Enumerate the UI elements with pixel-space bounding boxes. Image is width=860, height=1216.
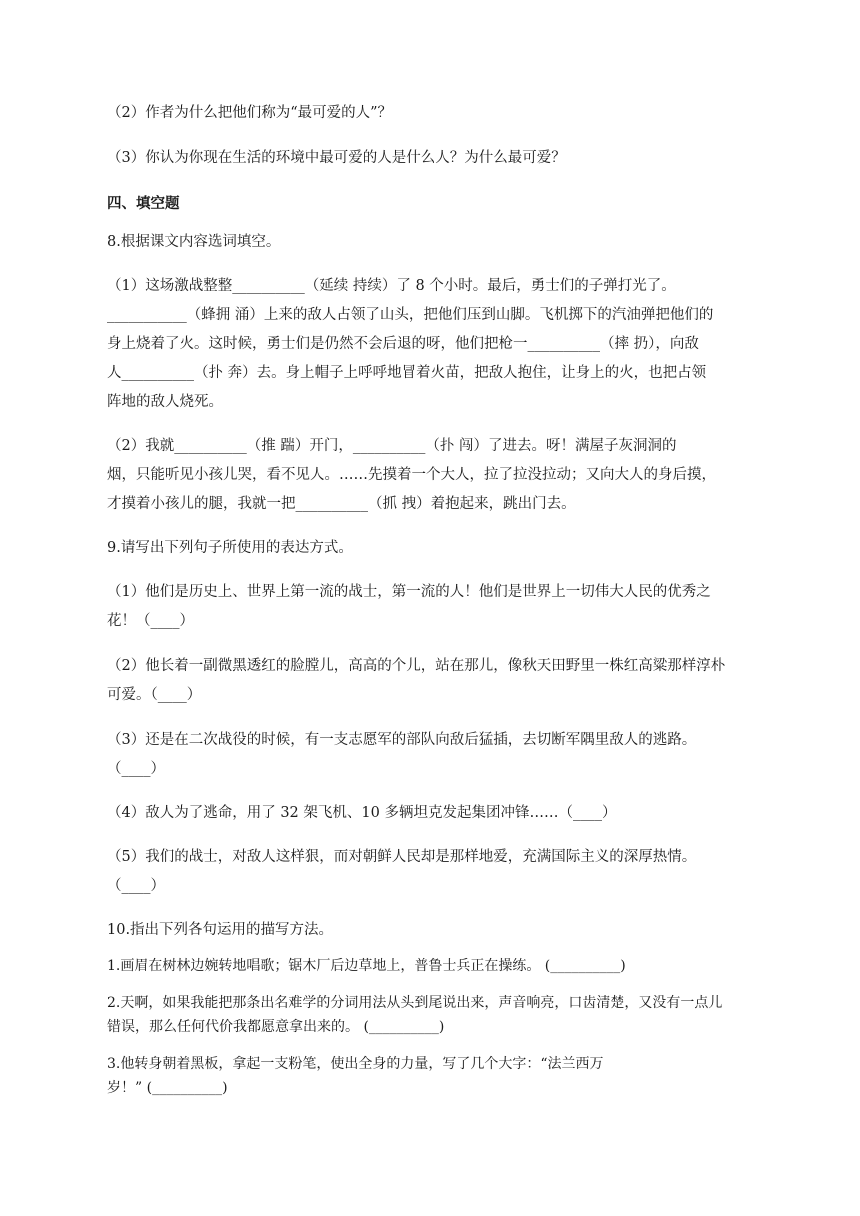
q9-prompt: 9.请写出下列句子所使用的表达方式。 [107,540,353,556]
q8-prompt: 8.根据课文内容选词填空。 [107,234,281,250]
q10-item2-line: 2.天啊，如果我能把那条出名难学的分词用法从头到尾说出来，声音响亮，口齿清楚，又没有一点儿 [107,995,723,1011]
section-heading: 四、填空题 [107,196,180,212]
q8-p1-line: （1）这场激战整整__________（延续 持续）了 8 个小时。最后，勇士们的子弹打光了。 [107,278,676,294]
q9-s1-line: 花！（____） [107,613,194,629]
q10-item2-line: 错误，那么任何代价我都愿意拿出来的。 (__________) [107,1019,445,1035]
q9-s1-line: （1）他们是历史上、世界上第一流的战士，第一流的人！他们是世界上一切伟大人民的优秀之 [107,584,711,600]
q9-s5-line: （____） [107,878,165,894]
q9-s3-line: （____） [107,761,165,777]
q8-p1-line: 阵地的敌人烧死。 [107,394,223,410]
q8-p2-line: 才摸着小孩儿的腿，我就一把__________（抓 拽）着抱起来，跳出门去。 [107,496,576,512]
q9-s4-line: （4）敌人为了逃命，用了 32 架飞机、10 多辆坦克发起集团冲锋……（____） [107,805,617,821]
q8-p1-line: ___________（蜂拥 涌）上来的敌人占领了山头，把他们压到山脚。飞机掷下的汽油弹把他们的 [107,307,714,323]
q8-p2-line: 烟，只能听见小孩儿哭，看不见人。……先摸着一个大人，拉了拉没拉动；又向大人的身后摸， [107,467,716,483]
q10-item3-line: 3.他转身朝着黑板，拿起一支粉笔，使出全身的力量，写了几个大字：“法兰西万 [107,1056,604,1072]
q10-prompt: 10.指出下列各句运用的描写方法。 [107,922,334,938]
q10-item3-line: 岁！” (__________) [107,1080,228,1096]
q10-item1-line: 1.画眉在树林边婉转地唱歌；锯木厂后边草地上，普鲁士兵正在操练。 (__________) [107,958,626,974]
q8-p1-line: 身上烧着了火。这时候，勇士们是仍然不会后退的呀，他们把枪一__________（摔 扔），向敌 [107,336,699,352]
q9-s2-line: （2）他长着一副微黑透红的脸膛儿，高高的个儿，站在那儿，像秋天田野里一株红高粱那样淳朴 [107,658,726,674]
q9-s3-line: （3）还是在二次战役的时候，有一支志愿军的部队向敌后猛插，去切断军隅里敌人的逃路。 [107,732,697,748]
q9-s5-line: （5）我们的战士，对敌人这样狠，而对朝鲜人民却是那样地爱，充满国际主义的深厚热情。 [107,849,697,865]
q9-s2-line: 可爱。（____） [107,687,202,703]
q8-p2-line: （2）我就__________（推 踹）开门，__________（扑 闯）了进去。呀！满屋子灰洞洞的 [107,438,677,454]
q7-sub2: （2）作者为什么把他们称为“最可爱的人”？ [107,105,393,121]
q8-p1-line: 人__________（扑 奔）去。身上帽子上呼呼地冒着火苗，把敌人抱住，让身上的火，也把占领 [107,365,707,381]
q7-sub3: （3）你认为你现在生活的环境中最可爱的人是什么人？为什么最可爱？ [107,150,566,166]
